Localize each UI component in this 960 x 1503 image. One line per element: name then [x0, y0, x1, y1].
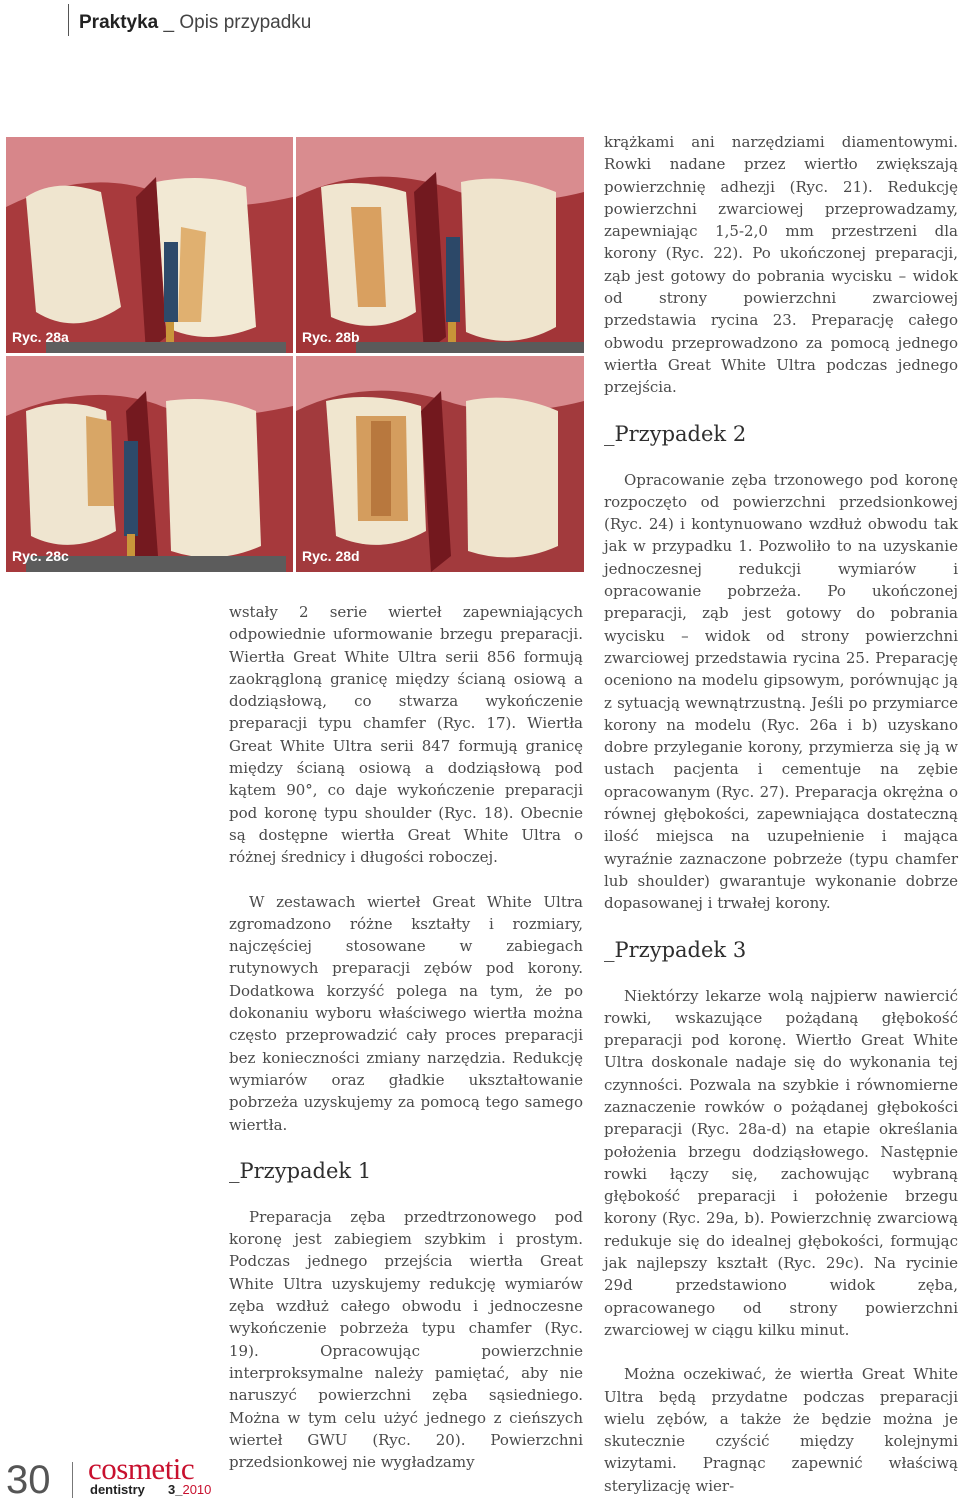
page-number: 30	[6, 1458, 51, 1502]
page-header	[79, 12, 311, 34]
paragraph: krążkami ani narzędziami diamentowymi. Rowki nadane przez wiertło zwiększają powierzchnię adhezji (Ryc. 21). Redukcję powierzchni zwarciowej przeprowadzamy, zapewniając 1,5-2,0 mm przestrzeni dla korony (Ryc. 22). Po ukończonej preparacji, ząb jest gotowy do pobrania wycisku – widok od strony powierzchni zwarciowej przedstawia rycina 23. Preparację całego obwodu przeprowadzono za pomocą jednego wiertła Great White Ultra podczas jednego przejścia.	[604, 133, 958, 397]
section-heading-case-1: _Przypadek 1	[229, 1158, 372, 1183]
figure-28a-caption: Ryc. 28a	[12, 329, 69, 345]
figure-28d-image	[296, 356, 584, 572]
paragraph: Preparacja zęba przedtrzonowego pod koronę jest zabiegiem szybkim i prostym. Podczas jednego przejścia wiertła Great White Ultra uzyskujemy redukcję wymiarów zęba wzdłuż całego obwodu i jednoczesne wykończenie pobrzeża typu chamfer (Ryc. 19). Opracowując powierzchnie interproksymalne należy pamiętać, aby nie naruszyć powierzchni zęba sąsiedniego. Można w tym celu użyć jednego z cieńszych wierteł GWU (Ryc. 20). Powierzchni przedsionkowej nie wygładzamy	[229, 1207, 583, 1472]
header-divider	[68, 4, 69, 36]
section-heading-case-2: _Przypadek 2	[604, 421, 747, 446]
figure-28b-caption: Ryc. 28b	[302, 329, 360, 345]
figure-28c	[6, 356, 293, 572]
header-subsection: _ Opis przypadku	[158, 12, 312, 33]
figure-28c-image	[6, 356, 293, 572]
paragraph: Można oczekiwać, że wiertła Great White Ultra będą przydatne podczas preparacji wielu zębów, a także że będzie można je skutecznie czyścić między kolejnymi wizytami. Pragnąc zapewnić właściwą sterylizację wier-	[604, 1365, 958, 1495]
paragraph: W zestawach wierteł Great White Ultra zgromadzono różne kształty i rozmiary, najczęściej stosowane w zabiegach rutynowych preparacji zębów pod korony. Dodatkowa korzyść polega na tym, że po dokonaniu wyboru właściwego wiertła można często przeprowadzić cały proces preparacji bez konieczności zmiany narzędzia. Redukcję wymiarów oraz gładkie ukształtowanie pobrzeża uzyskujemy za pomocą tego samego wiertła.	[229, 892, 583, 1134]
paragraph: wstały 2 serie wierteł zapewniających odpowiednie uformowanie brzegu preparacji. Wiertła Great White Ultra serii 856 formują zaokrągloną granicę między ścianą osiową a dodziąsłową, co stwarza wykończenie preparacji typu chamfer (Ryc. 17). Wiertła Great White Ultra serii 847 formują granicę między ścianą osiową a dodziąsłową pod kątem 90°, co daje wykończenie preparacji pod koronę typu shoulder (Ryc. 18). Obecnie są dostępne wiertła Great White Ultra o różnej średnicy i długości roboczej.	[229, 603, 583, 867]
section-heading-case-3: _Przypadek 3	[604, 937, 747, 962]
issue-year: 2010	[182, 1482, 212, 1497]
issue-number	[168, 1482, 211, 1497]
figure-28c-caption: Ryc. 28c	[12, 548, 69, 564]
figure-28b	[296, 137, 584, 353]
header-section: Praktyka	[79, 12, 159, 33]
issue-label: 3_	[168, 1482, 183, 1497]
brand-logo-sub: dentistry	[90, 1482, 145, 1497]
figure-28d	[296, 356, 584, 572]
figure-28a-image	[6, 137, 293, 353]
brand-logo: cosmetic	[88, 1451, 195, 1486]
footer-divider	[72, 1462, 73, 1498]
paragraph: Niektórzy lekarze wolą najpierw nawiercić rowki, wskazujące pożądaną głębokość preparacji pod koronę. Wiertło Great White Ultra doskonale nadaje się do wykonania tej czynności. Pozwala na szybkie i równomierne zaznaczenie rowków o pożądanej głębokości preparacji (Ryc. 28a-d) na etapie określania położenia brzegu dodziąsłowego. Następnie rowki łączy się, zachowując wybraną głębokość preparacji i położenie brzegu korony (Ryc. 29a, b). Powierzchnię zwarciową redukuje się do idealnej głębokości, formując jak najlepszy kształt (Ryc. 29c). Na rycinie 29d przedstawiono widok zęba, opracowanego od strony powierzchni zwarciowej w ciągu kilku minut.	[604, 986, 958, 1339]
figure-28d-caption: Ryc. 28d	[302, 548, 360, 564]
figure-28a	[6, 137, 293, 353]
text-column-right	[604, 131, 958, 1497]
text-column-left	[229, 601, 583, 1473]
paragraph: Opracowanie zęba trzonowego pod koronę rozpoczęto od powierzchni przedsionkowej (Ryc. 24) i kontynuowano wzdłuż obwodu tak jak w przypadku 1. Pozwoliło to na uzyskanie jednoczesnej redukcji wymiarów i opracowanie pobrzeża. Po ukończonej preparacji, ząb jest gotowy do pobrania wycisku – widok od strony powierzchni zwarciowej przedstawia rycina 25. Preparację oceniono na modelu gipsowym, porównując ją z sytuacją wewnątrzustną. Jeśli po przymiarce korony na modelu (Ryc. 26a i b) uzyskano dobre przyleganie korony, przymierza się ją w ustach pacjenta i cementuje na zębie opracowanym (Ryc. 27). Preparacja okrężna o równej głębokości, zapewniająca dostateczną ilość miejsca na uzupełnienie i mająca wyraźnie zaznaczone pobrzeże (typu chamfer lub shoulder) gwarantuje wykonanie dobrze dopasowanej i trwałej korony.	[604, 470, 958, 913]
figure-28b-image	[296, 137, 584, 353]
